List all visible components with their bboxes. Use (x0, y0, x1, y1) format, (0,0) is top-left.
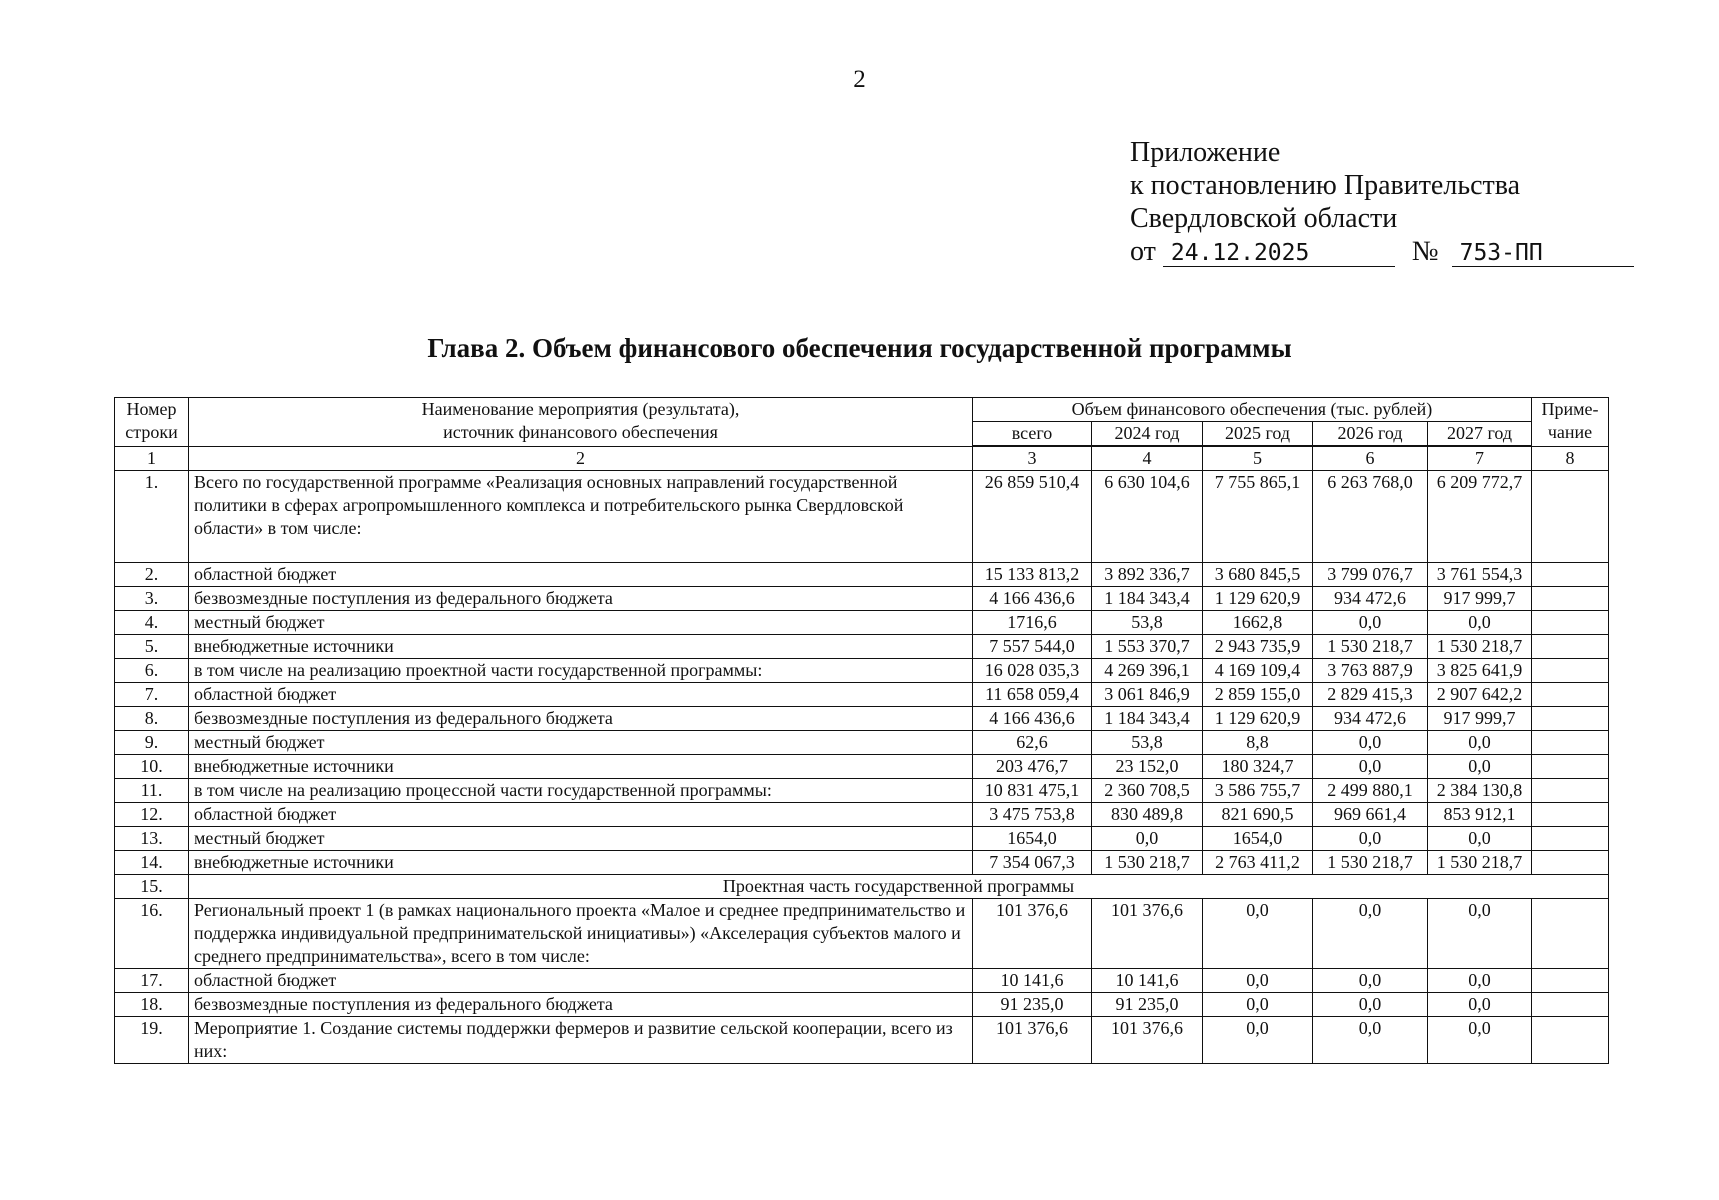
cell-2026: 2 829 415,3 (1313, 683, 1428, 707)
cell-2025: 180 324,7 (1203, 755, 1313, 779)
header-2026: 2026 год (1313, 422, 1428, 447)
row-name: местный бюджет (189, 611, 973, 635)
col-number: 5 (1203, 446, 1313, 471)
row-name: внебюджетные источники (189, 755, 973, 779)
cell-2026: 0,0 (1313, 993, 1428, 1017)
cell-2027: 0,0 (1428, 611, 1532, 635)
cell-2025: 1662,8 (1203, 611, 1313, 635)
cell-2024: 2 360 708,5 (1092, 779, 1203, 803)
table-row (115, 731, 1609, 755)
cell-2027: 2 907 642,2 (1428, 683, 1532, 707)
cell-2024: 6 630 104,6 (1092, 471, 1203, 563)
cell-2024: 10 141,6 (1092, 969, 1203, 993)
table-row (115, 707, 1609, 731)
chapter-title: Глава 2. Объем финансового обеспечения государственной программы (427, 333, 1292, 363)
cell-2025: 8,8 (1203, 731, 1313, 755)
header-2024: 2024 год (1092, 422, 1203, 447)
cell-2025: 1654,0 (1203, 827, 1313, 851)
cell-2027: 1 530 218,7 (1428, 635, 1532, 659)
cell-2024: 53,8 (1092, 731, 1203, 755)
row-number: 13. (115, 827, 189, 851)
cell-2027: 917 999,7 (1428, 707, 1532, 731)
cell-2024: 1 184 343,4 (1092, 707, 1203, 731)
row-name: областной бюджет (189, 563, 973, 587)
header-name: Наименование мероприятия (результата), источник финансового обеспечения (189, 398, 973, 447)
header-volume: Объем финансового обеспечения (тыс. рублей) (973, 398, 1532, 422)
cell-note (1532, 611, 1609, 635)
cell-2026: 1 530 218,7 (1313, 635, 1428, 659)
cell-2026: 0,0 (1313, 827, 1428, 851)
row-number: 18. (115, 993, 189, 1017)
cell-2024: 101 376,6 (1092, 899, 1203, 969)
row-name: безвозмездные поступления из федерального бюджета (189, 707, 973, 731)
cell-note (1532, 471, 1609, 563)
row-name: местный бюджет (189, 731, 973, 755)
cell-note (1532, 899, 1609, 969)
cell-total: 7 557 544,0 (973, 635, 1092, 659)
cell-note (1532, 779, 1609, 803)
cell-2027: 0,0 (1428, 993, 1532, 1017)
cell-2027: 0,0 (1428, 899, 1532, 969)
table-row (115, 471, 1609, 563)
cell-2025: 821 690,5 (1203, 803, 1313, 827)
cell-total: 101 376,6 (973, 1017, 1092, 1064)
table-row (115, 587, 1609, 611)
appendix-line-1: Приложение (1130, 137, 1281, 168)
row-number: 6. (115, 659, 189, 683)
cell-2026: 6 263 768,0 (1313, 471, 1428, 563)
table-row (115, 851, 1609, 875)
cell-total: 16 028 035,3 (973, 659, 1092, 683)
row-name: Всего по государственной программе «Реализация основных направлений государственной политики в сферах агропромышленного комплекса и потребительского рынка Свердловской области» в том числе: (189, 471, 973, 563)
cell-2027: 3 761 554,3 (1428, 563, 1532, 587)
table-row (115, 611, 1609, 635)
row-name: Мероприятие 1. Создание системы поддержки фермеров и развитие сельской кооперации, всего из них: (189, 1017, 973, 1064)
cell-2025: 2 859 155,0 (1203, 683, 1313, 707)
cell-2026: 934 472,6 (1313, 587, 1428, 611)
cell-note (1532, 1017, 1609, 1064)
cell-note (1532, 827, 1609, 851)
cell-2025: 0,0 (1203, 1017, 1313, 1064)
cell-2026: 3 763 887,9 (1313, 659, 1428, 683)
row-number: 2. (115, 563, 189, 587)
row-name: внебюджетные источники (189, 635, 973, 659)
header-total: всего (973, 422, 1092, 447)
row-name: областной бюджет (189, 969, 973, 993)
table-row (115, 659, 1609, 683)
appendix-block (1130, 136, 1634, 268)
row-number: 12. (115, 803, 189, 827)
cell-total: 101 376,6 (973, 899, 1092, 969)
cell-2025: 2 763 411,2 (1203, 851, 1313, 875)
cell-2025: 3 680 845,5 (1203, 563, 1313, 587)
row-name: внебюджетные источники (189, 851, 973, 875)
row-number: 9. (115, 731, 189, 755)
cell-2027: 0,0 (1428, 755, 1532, 779)
cell-total: 203 476,7 (973, 755, 1092, 779)
cell-total: 4 166 436,6 (973, 707, 1092, 731)
row-name: безвозмездные поступления из федерального бюджета (189, 587, 973, 611)
cell-2024: 91 235,0 (1092, 993, 1203, 1017)
row-name: Региональный проект 1 (в рамках национального проекта «Малое и среднее предпринимательство и поддержка индивидуальной предпринимательской инициативы») «Акселерация субъектов малого и среднего предпринимательства», всего в том числе: (189, 899, 973, 969)
cell-note (1532, 969, 1609, 993)
cell-2027: 917 999,7 (1428, 587, 1532, 611)
resolution-date: 24.12.2025 (1163, 240, 1395, 267)
table-row (115, 993, 1609, 1017)
header-2027: 2027 год (1428, 422, 1532, 447)
cell-2025: 0,0 (1203, 899, 1313, 969)
cell-total: 7 354 067,3 (973, 851, 1092, 875)
row-number: 3. (115, 587, 189, 611)
number-label: № (1411, 236, 1439, 267)
table-row (115, 827, 1609, 851)
header-row-1 (115, 398, 1609, 422)
cell-total: 11 658 059,4 (973, 683, 1092, 707)
header-note: Приме-чание (1532, 398, 1609, 447)
cell-2025: 2 943 735,9 (1203, 635, 1313, 659)
row-number: 5. (115, 635, 189, 659)
from-label: от (1130, 236, 1156, 267)
cell-note (1532, 659, 1609, 683)
column-number-row (115, 446, 1609, 471)
cell-2026: 0,0 (1313, 969, 1428, 993)
page-number: 2 (853, 66, 866, 93)
cell-total: 91 235,0 (973, 993, 1092, 1017)
table-row (115, 803, 1609, 827)
table-row (115, 563, 1609, 587)
row-name: областной бюджет (189, 803, 973, 827)
appendix-line-2: к постановлению Правительства (1130, 170, 1521, 201)
table-body (115, 398, 1609, 1064)
cell-note (1532, 803, 1609, 827)
cell-note (1532, 707, 1609, 731)
table-row (115, 779, 1609, 803)
row-number: 16. (115, 899, 189, 969)
cell-2026: 969 661,4 (1313, 803, 1428, 827)
cell-2027: 2 384 130,8 (1428, 779, 1532, 803)
cell-2027: 0,0 (1428, 827, 1532, 851)
cell-2027: 6 209 772,7 (1428, 471, 1532, 563)
appendix-line-3: Свердловской области (1130, 203, 1398, 234)
appendix-date-line (1130, 235, 1634, 268)
cell-2025: 3 586 755,7 (1203, 779, 1313, 803)
cell-note (1532, 563, 1609, 587)
table-row (115, 969, 1609, 993)
cell-2024: 53,8 (1092, 611, 1203, 635)
row-number: 17. (115, 969, 189, 993)
financing-table (114, 397, 1609, 1064)
cell-2026: 0,0 (1313, 899, 1428, 969)
section-heading: Проектная часть государственной программы (189, 875, 1609, 899)
cell-total: 10 831 475,1 (973, 779, 1092, 803)
cell-total: 15 133 813,2 (973, 563, 1092, 587)
row-name: безвозмездные поступления из федерального бюджета (189, 993, 973, 1017)
cell-2024: 1 530 218,7 (1092, 851, 1203, 875)
col-number: 4 (1092, 446, 1203, 471)
cell-2026: 0,0 (1313, 755, 1428, 779)
cell-total: 3 475 753,8 (973, 803, 1092, 827)
cell-2025: 0,0 (1203, 969, 1313, 993)
cell-2024: 23 152,0 (1092, 755, 1203, 779)
cell-2027: 1 530 218,7 (1428, 851, 1532, 875)
cell-2024: 3 892 336,7 (1092, 563, 1203, 587)
cell-2027: 0,0 (1428, 969, 1532, 993)
cell-note (1532, 993, 1609, 1017)
col-number: 2 (189, 446, 973, 471)
cell-2024: 1 184 343,4 (1092, 587, 1203, 611)
cell-2024: 830 489,8 (1092, 803, 1203, 827)
cell-2026: 0,0 (1313, 611, 1428, 635)
header-2025: 2025 год (1203, 422, 1313, 447)
cell-2024: 0,0 (1092, 827, 1203, 851)
cell-2024: 1 553 370,7 (1092, 635, 1203, 659)
row-number: 1. (115, 471, 189, 563)
row-number: 8. (115, 707, 189, 731)
resolution-number: 753-ПП (1452, 240, 1634, 267)
table-row (115, 875, 1609, 899)
cell-2026: 0,0 (1313, 1017, 1428, 1064)
row-number: 7. (115, 683, 189, 707)
cell-2025: 0,0 (1203, 993, 1313, 1017)
cell-note (1532, 683, 1609, 707)
row-name: в том числе на реализацию проектной части государственной программы: (189, 659, 973, 683)
row-number: 14. (115, 851, 189, 875)
cell-total: 1716,6 (973, 611, 1092, 635)
cell-2027: 0,0 (1428, 731, 1532, 755)
row-number: 19. (115, 1017, 189, 1064)
cell-2025: 7 755 865,1 (1203, 471, 1313, 563)
cell-2027: 0,0 (1428, 1017, 1532, 1064)
cell-2027: 3 825 641,9 (1428, 659, 1532, 683)
cell-note (1532, 755, 1609, 779)
row-number: 11. (115, 779, 189, 803)
cell-total: 62,6 (973, 731, 1092, 755)
cell-total: 10 141,6 (973, 969, 1092, 993)
table-row (115, 683, 1609, 707)
col-number: 8 (1532, 446, 1609, 471)
cell-note (1532, 635, 1609, 659)
cell-note (1532, 587, 1609, 611)
row-number: 10. (115, 755, 189, 779)
cell-total: 26 859 510,4 (973, 471, 1092, 563)
col-number: 7 (1428, 446, 1532, 471)
cell-2025: 1 129 620,9 (1203, 587, 1313, 611)
cell-2026: 934 472,6 (1313, 707, 1428, 731)
cell-total: 1654,0 (973, 827, 1092, 851)
row-number: 4. (115, 611, 189, 635)
cell-2025: 1 129 620,9 (1203, 707, 1313, 731)
cell-2026: 0,0 (1313, 731, 1428, 755)
cell-2025: 4 169 109,4 (1203, 659, 1313, 683)
cell-2024: 101 376,6 (1092, 1017, 1203, 1064)
col-number: 6 (1313, 446, 1428, 471)
cell-total: 4 166 436,6 (973, 587, 1092, 611)
table-row (115, 899, 1609, 969)
cell-2024: 3 061 846,9 (1092, 683, 1203, 707)
table-row (115, 1017, 1609, 1064)
cell-2024: 4 269 396,1 (1092, 659, 1203, 683)
cell-note (1532, 731, 1609, 755)
row-name: местный бюджет (189, 827, 973, 851)
header-row-number: Номер строки (115, 398, 189, 447)
cell-2026: 3 799 076,7 (1313, 563, 1428, 587)
row-name: областной бюджет (189, 683, 973, 707)
cell-2026: 1 530 218,7 (1313, 851, 1428, 875)
row-number: 15. (115, 875, 189, 899)
cell-2026: 2 499 880,1 (1313, 779, 1428, 803)
col-number: 3 (973, 446, 1092, 471)
table-row (115, 755, 1609, 779)
col-number: 1 (115, 446, 189, 471)
cell-2027: 853 912,1 (1428, 803, 1532, 827)
table-row (115, 635, 1609, 659)
row-name: в том числе на реализацию процессной части государственной программы: (189, 779, 973, 803)
cell-note (1532, 851, 1609, 875)
